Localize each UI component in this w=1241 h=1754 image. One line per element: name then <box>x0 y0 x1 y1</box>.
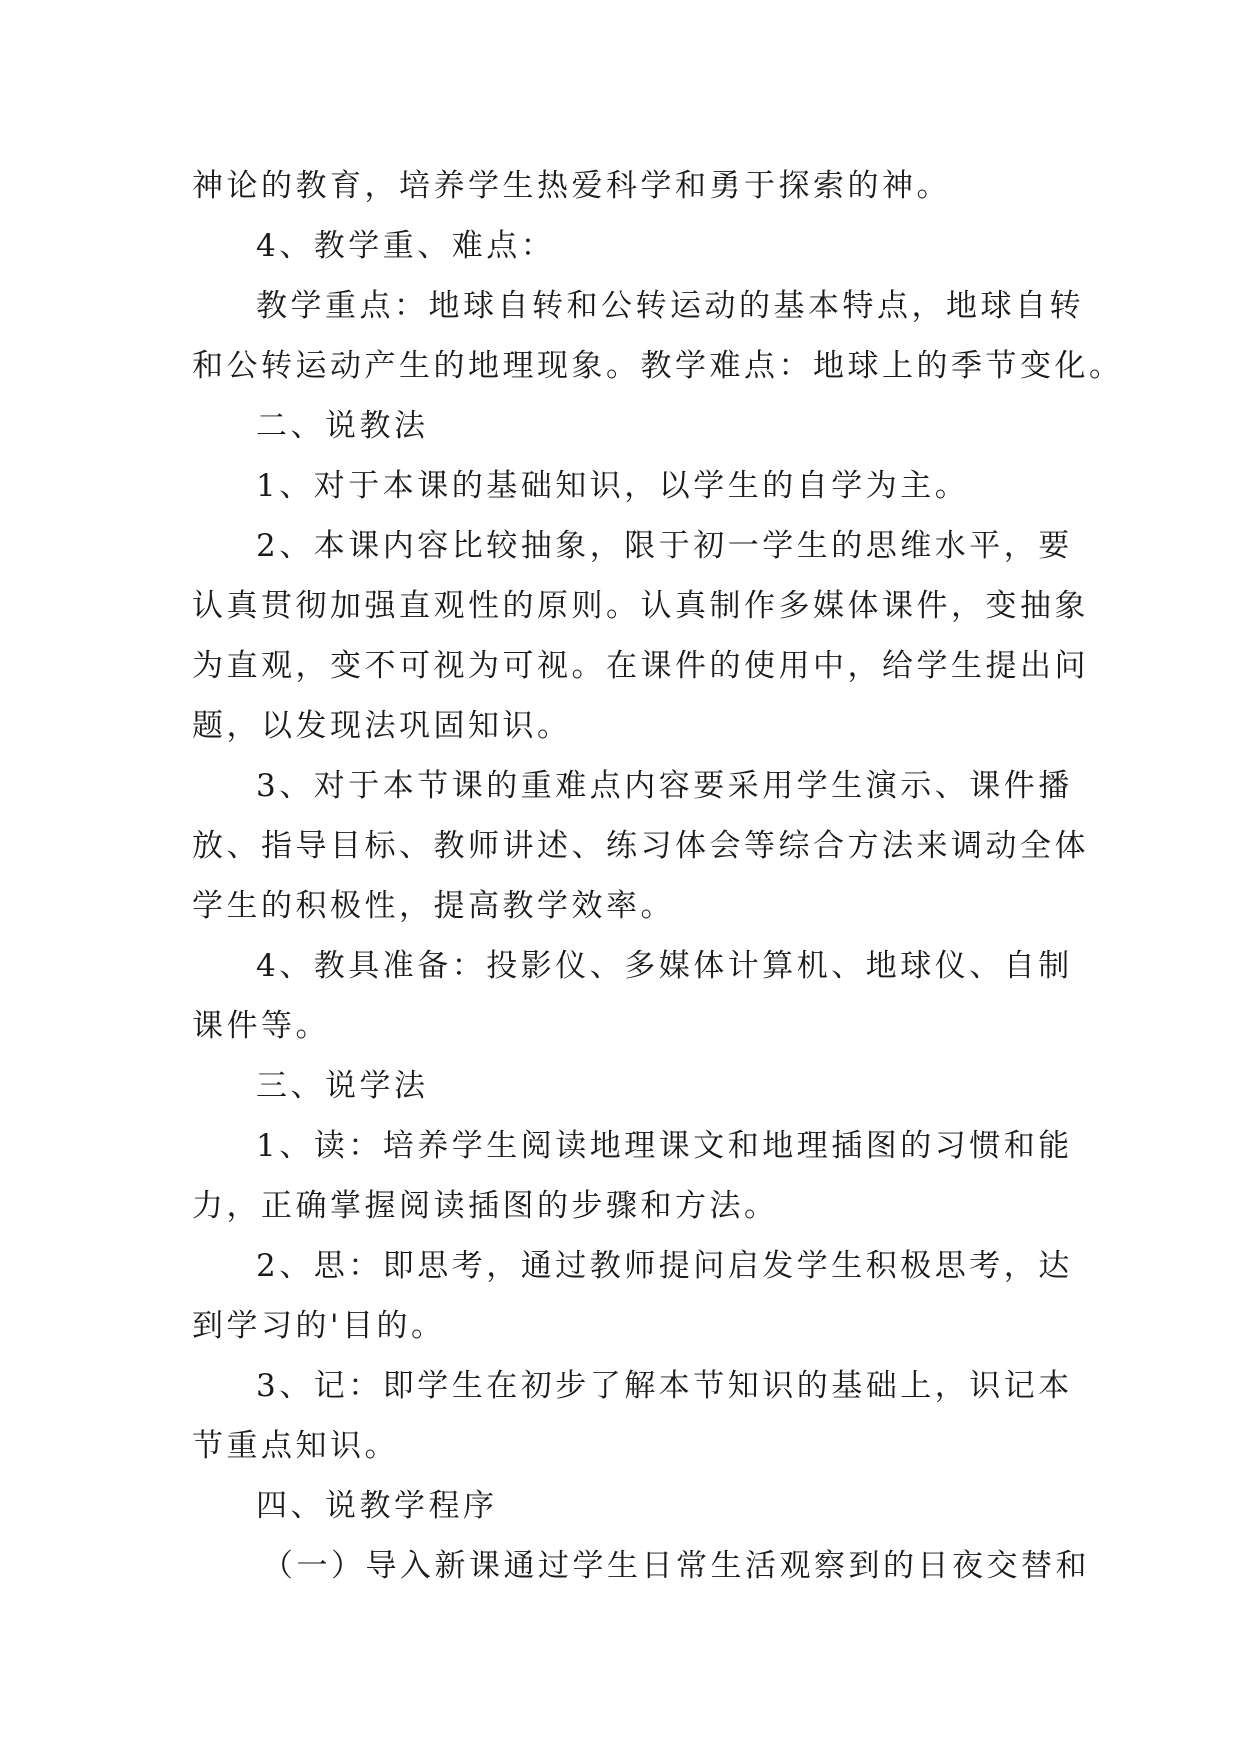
text-line: 神论的教育，培养学生热爱科学和勇于探索的神。 <box>192 168 951 204</box>
document-body <box>192 156 1124 1596</box>
text-line: 1、对于本课的基础知识，以学生的自学为主。 <box>256 468 970 504</box>
section-heading: 二、说教法 <box>256 408 429 444</box>
text-line: 力，正确掌握阅读插图的步骤和方法。 <box>192 1188 779 1224</box>
text-line: 到学习的'目的。 <box>192 1308 446 1344</box>
text-line: 2、本课内容比较抽象，限于初一学生的思维水平，要 <box>256 528 1073 564</box>
text-line: 放、指导目标、教师讲述、练习体会等综合方法来调动全体 <box>192 828 1089 864</box>
section-heading: 4、教学重、难点： <box>256 228 556 264</box>
text-line: 节重点知识。 <box>192 1428 399 1464</box>
section-heading: 四、说教学程序 <box>256 1488 498 1524</box>
text-line: 3、对于本节课的重难点内容要采用学生演示、课件播 <box>256 768 1073 804</box>
text-line: 3、记：即学生在初步了解本节知识的基础上，识记本 <box>256 1368 1073 1404</box>
text-line: （一）导入新课通过学生日常生活观察到的日夜交替和 <box>262 1548 1090 1584</box>
section-heading: 三、说学法 <box>256 1068 429 1104</box>
text-line: 学生的积极性，提高教学效率。 <box>192 888 675 924</box>
text-line: 题，以发现法巩固知识。 <box>192 708 572 744</box>
text-line: 4、教具准备：投影仪、多媒体计算机、地球仪、自制 <box>256 948 1073 984</box>
text-line: 2、思：即思考，通过教师提问启发学生积极思考，达 <box>256 1248 1073 1284</box>
text-line: 1、读：培养学生阅读地理课文和地理插图的习惯和能 <box>256 1128 1073 1164</box>
text-line: 认真贯彻加强直观性的原则。认真制作多媒体课件，变抽象 <box>192 588 1089 624</box>
text-line: 和公转运动产生的地理现象。教学难点：地球上的季节变化。 <box>192 348 1124 384</box>
text-line: 为直观，变不可视为可视。在课件的使用中，给学生提出问 <box>192 648 1089 684</box>
text-line: 课件等。 <box>192 1008 330 1044</box>
text-line: 教学重点：地球自转和公转运动的基本特点，地球自转 <box>256 288 1084 324</box>
